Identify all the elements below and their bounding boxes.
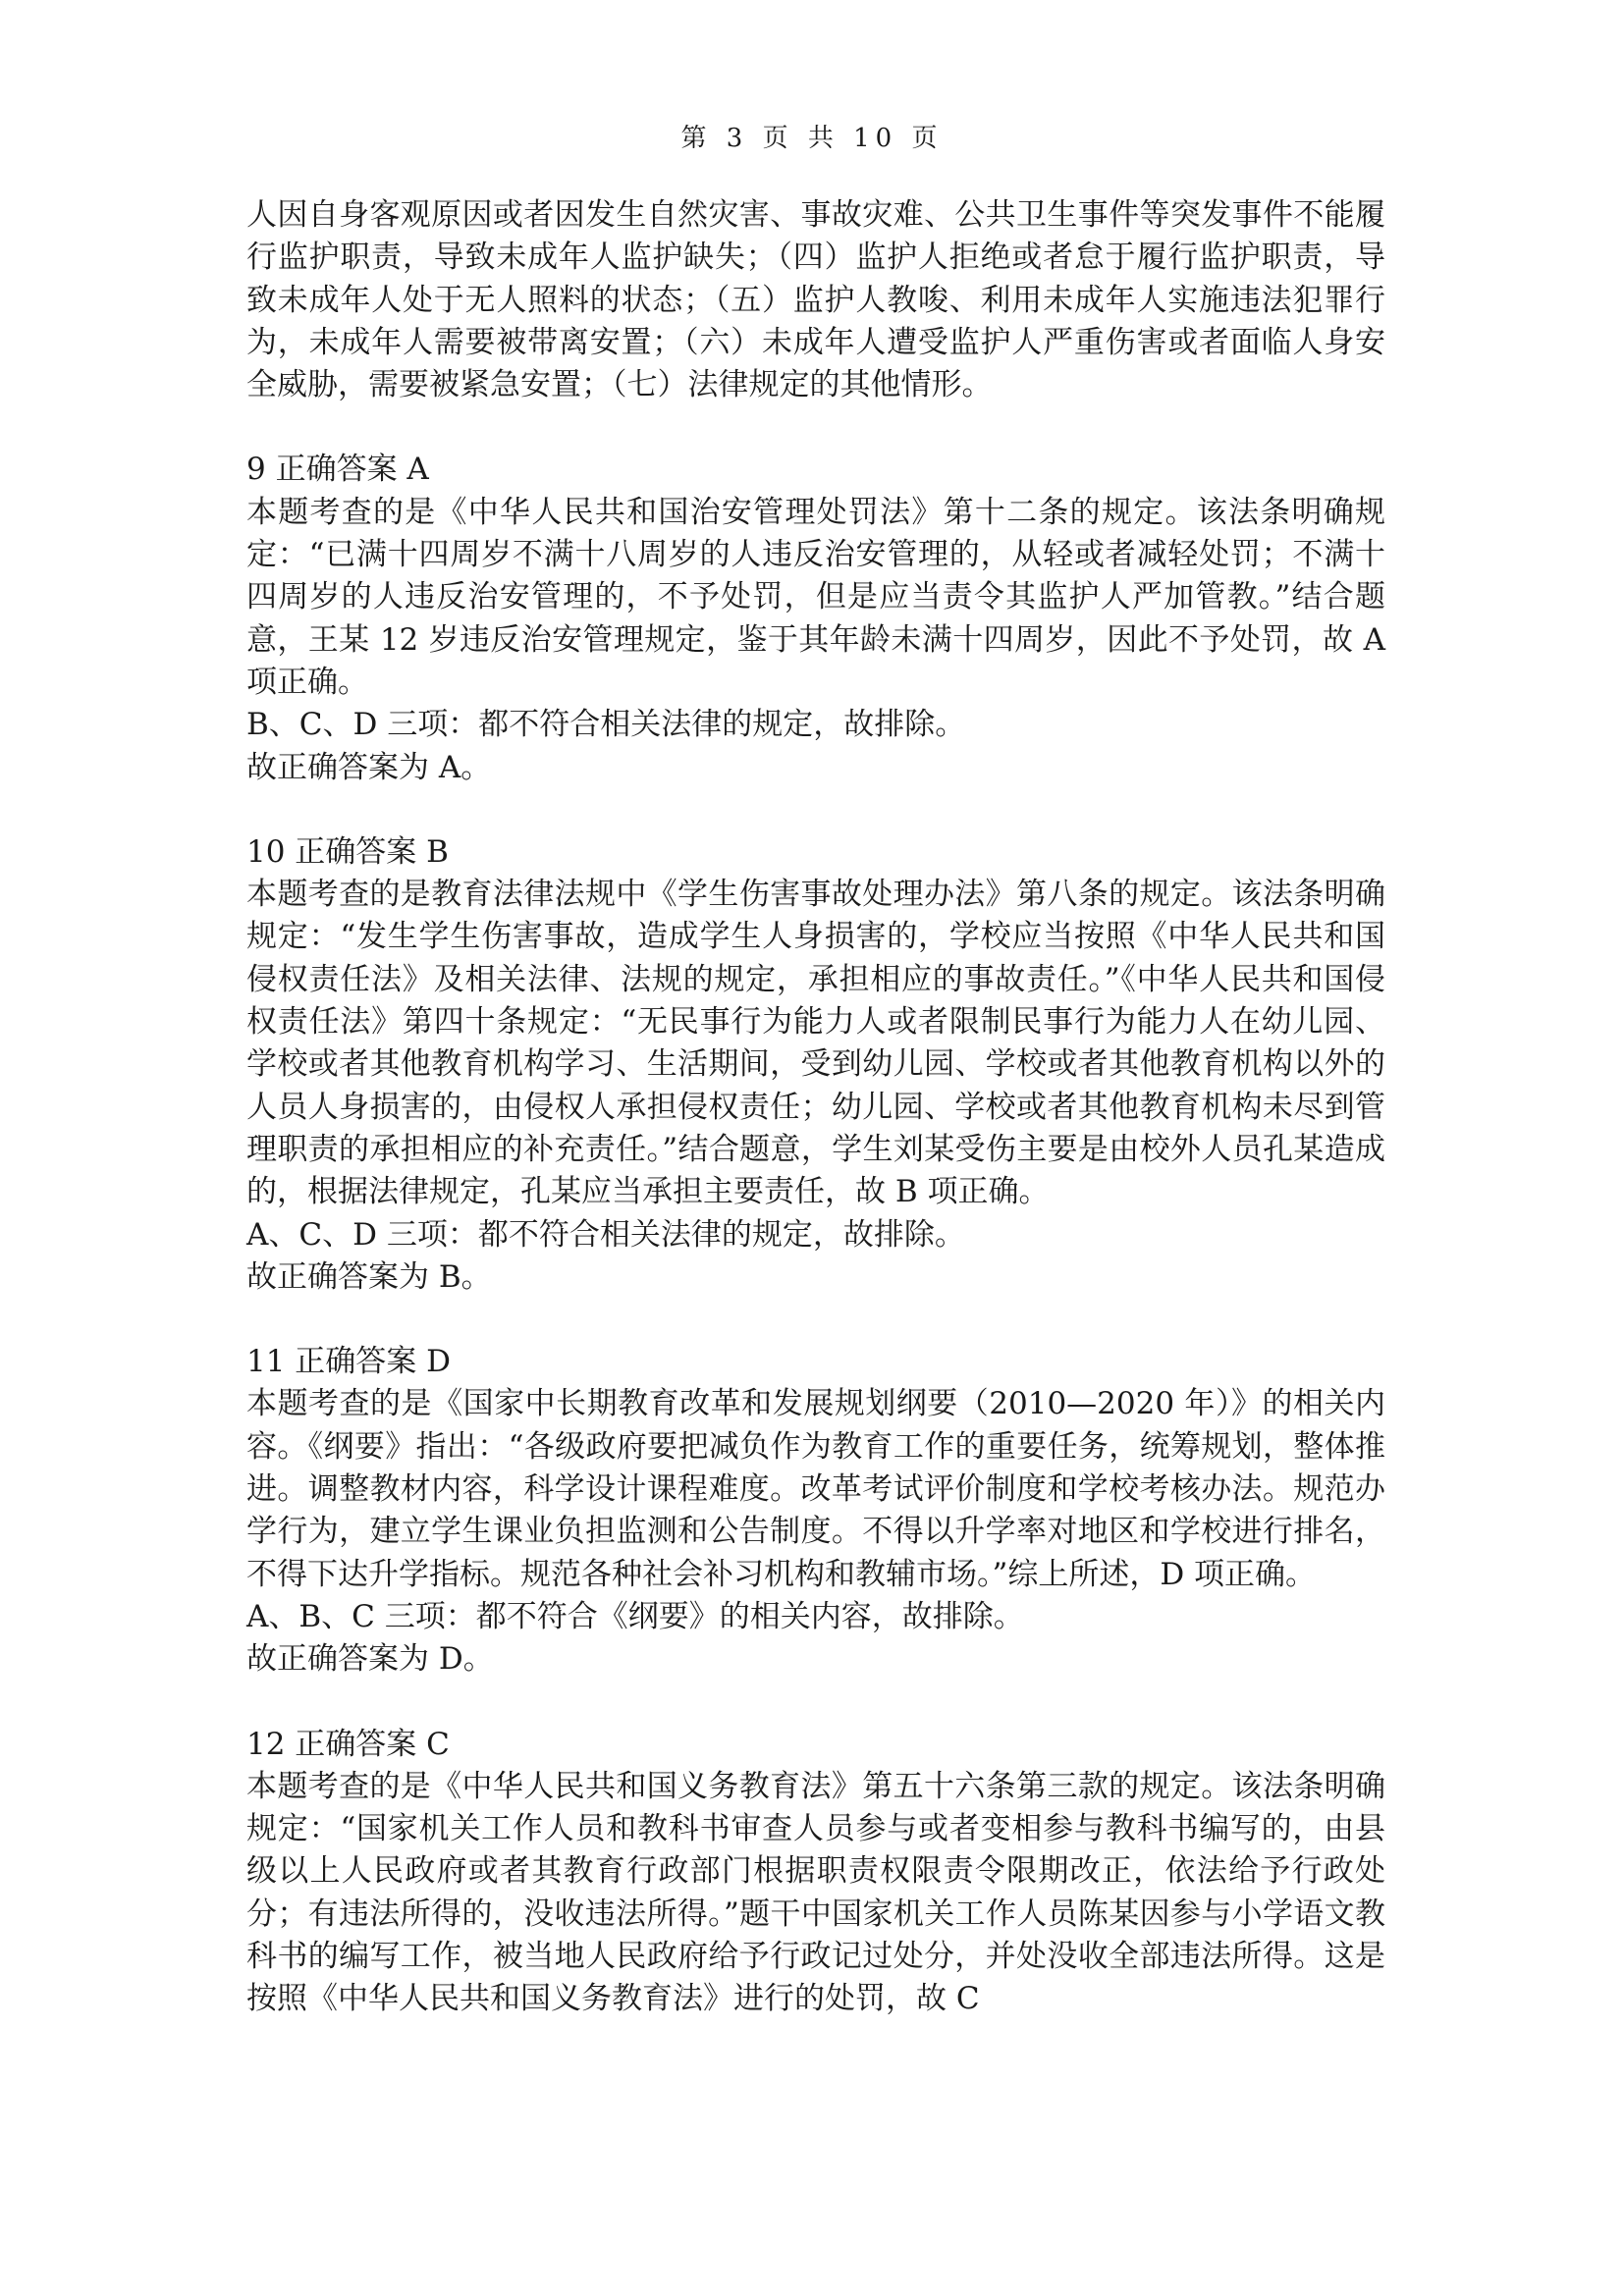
answer-heading: 12 正确答案 C xyxy=(246,1726,450,1762)
explanation-paragraph: 本题考查的是《国家中长期教育改革和发展规划纲要（2010—2020 年）》的相关内容。《纲要》指出：“各级政府要把减负作为教育工作的重要任务，统筹规划，整体推进。调整教材内容，科学设计课程难度。改革考试评价制度和学校考核办法。规范办学行为，建立学生课业负担监测和公告制度。不得以升学率对地区和学校进行排名，不得下达升学指标。规范各种社会补习机构和教辅市场。”综上所述，D 项正确。 xyxy=(246,1386,1385,1592)
answer-section-12 xyxy=(246,1724,1385,2021)
explanation-paragraph: 本题考查的是《中华人民共和国治安管理处罚法》第十二条的规定。该法条明确规定：“已满十四周岁不满十八周岁的人违反治安管理的，从轻或者减轻处罚；不满十四周岁的人违反治安管理的，不予处罚，但是应当责令其监护人严加管教。”结合题意，王某 12 岁违反治安管理规定，鉴于其年龄未满十四周岁，因此不予处罚，故 A 项正确。 xyxy=(246,494,1385,700)
answer-heading: 11 正确答案 D xyxy=(246,1344,452,1380)
explanation-paragraph: 本题考查的是《中华人民共和国义务教育法》第五十六条第三款的规定。该法条明确规定：“国家机关工作人员和教科书审查人员参与或者变相参与教科书编写的，由县级以上人民政府或者其教育行政部门根据职责权限责令限期改正，依法给予行政处分；有违法所得的，没收违法所得。”题干中国家机关工作人员陈某因参与小学语文教科书的编写工作，被当地人民政府给予行政记过处分，并处没收全部违法所得。这是按照《中华人民共和国义务教育法》进行的处罚，故 C xyxy=(246,1768,1385,2017)
exclusion-paragraph: B、C、D 三项：都不符合相关法律的规定，故排除。 xyxy=(246,707,966,743)
answer-section-10 xyxy=(246,831,1385,1299)
exclusion-paragraph: A、C、D 三项：都不符合相关法律的规定，故排除。 xyxy=(246,1216,965,1253)
exclusion-paragraph: A、B、C 三项：都不符合《纲要》的相关内容，故排除。 xyxy=(246,1598,1024,1634)
answer-section-11 xyxy=(246,1341,1385,1681)
answer-heading: 9 正确答案 A xyxy=(246,452,429,488)
document-body xyxy=(246,194,1385,2021)
answer-heading: 10 正确答案 B xyxy=(246,833,449,870)
conclusion-paragraph: 故正确答案为 B。 xyxy=(246,1258,492,1295)
conclusion-paragraph: 故正确答案为 D。 xyxy=(246,1641,494,1678)
answer-section-9 xyxy=(246,449,1385,788)
page-number-header: 第 3 页 共 10 页 xyxy=(680,124,944,153)
conclusion-paragraph: 故正确答案为 A。 xyxy=(246,749,492,785)
explanation-paragraph: 本题考查的是教育法律法规中《学生伤害事故处理办法》第八条的规定。该法条明确规定：“发生学生伤害事故，造成学生人身损害的，学校应当按照《中华人民共和国侵权责任法》及相关法律、法规的规定，承担相应的事故责任。”《中华人民共和国侵权责任法》第四十条规定：“无民事行为能力人或者限制民事行为能力人在幼儿园、学校或者其他教育机构学习、生活期间，受到幼儿园、学校或者其他教育机构以外的人员人身损害的，由侵权人承担侵权责任；幼儿园、学校或者其他教育机构未尽到管理职责的承担相应的补充责任。”结合题意，学生刘某受伤主要是由校外人员孔某造成的，根据法律规定，孔某应当承担主要责任，故 B 项正确。 xyxy=(246,877,1385,1210)
continuation-paragraph: 人因自身客观原因或者因发生自然灾害、事故灾难、公共卫生事件等突发事件不能履行监护职责，导致未成年人监护缺失；（四）监护人拒绝或者怠于履行监护职责，导致未成年人处于无人照料的状态；（五）监护人教唆、利用未成年人实施违法犯罪行为，未成年人需要被带离安置；（六）未成年人遭受监护人严重伤害或者面临人身安全威胁，需要被紧急安置；（七）法律规定的其他情形。 xyxy=(246,197,1385,403)
